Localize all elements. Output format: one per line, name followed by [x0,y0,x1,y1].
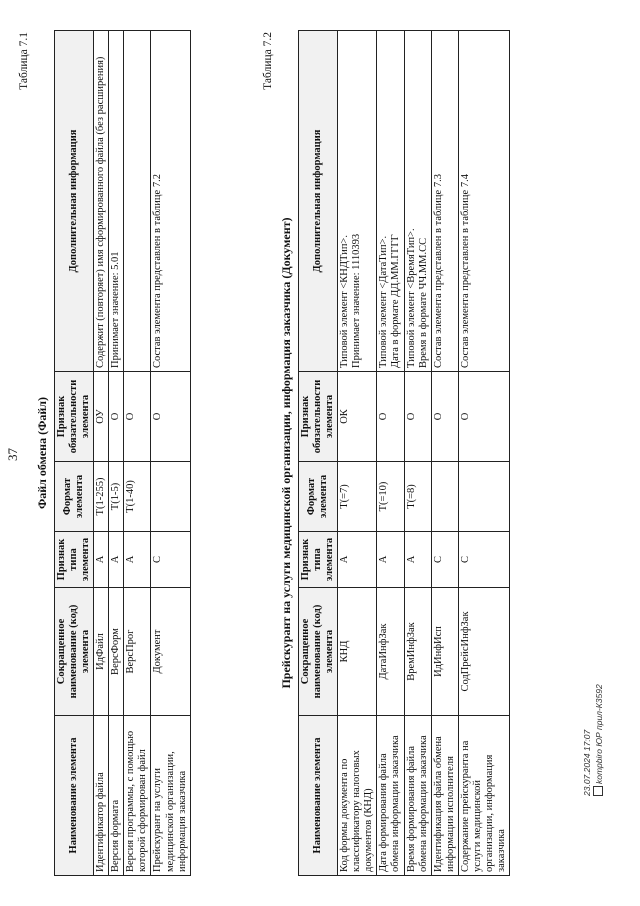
element-required-cell: О [458,372,509,462]
header-cell: Дополнительная информация [299,31,338,372]
element-type-cell: А [377,532,404,588]
table-7-2 [298,30,510,876]
table-label-7-1: Таблица 7.1 [18,32,30,90]
element-type-cell: С [458,532,509,588]
element-required-cell: О [109,372,124,462]
header-cell: Наименование элемента [299,716,338,876]
element-name-cell: Версия программы, с помощью которой сформирован файл [124,716,151,876]
element-name-cell: Прейскурант на услуги медицинской организации, информация заказчика [151,716,190,876]
table-header-row [299,31,338,876]
additional-info-cell [377,31,404,372]
info-line: Принимает значение: 1110393 [351,233,363,368]
element-format-cell [431,462,458,532]
table-header-row [55,31,94,876]
element-type-cell: А [404,532,431,588]
info-line: Время в формате ЧЧ.ММ.СС [417,237,429,368]
info-line: Дата в формате ДД.ММ.ГГГГ [390,234,402,368]
element-code-cell: КНД [338,588,377,716]
element-format-cell: Т(=10) [377,462,404,532]
header-cell: Наименование элемента [55,716,94,876]
table-label-7-2: Таблица 7.2 [262,32,274,90]
table-7-1 [54,30,191,876]
table-title-7-1: Файл обмена (Файл) [35,396,49,510]
header-cell: Признак типа элемента [299,532,338,588]
table-title-7-2: Прейскурант на услуги медицинской организации, информация заказчика (Документ) [279,217,293,689]
table-row [458,31,509,876]
element-format-cell: Т(1-255) [94,462,109,532]
element-code-cell: ДатаИнфЗак [377,588,404,716]
footer-source: kompbiro ЮР прил-К3592 [593,684,604,784]
additional-info-cell [94,31,109,372]
element-name-cell: Код формы документа по классификатору налоговых документов (КНД) [338,716,377,876]
additional-info-cell [109,31,124,372]
element-type-cell: А [124,532,151,588]
info-line: Типовой элемент <ДатаТип>. [378,235,390,368]
element-required-cell: О [377,372,404,462]
element-format-cell: Т(=7) [338,462,377,532]
table-row [151,31,190,876]
table-row [94,31,109,876]
table-row [377,31,404,876]
element-type-cell: А [109,532,124,588]
info-line: Состав элемента представлен в таблице 7.4 [459,174,471,368]
element-required-cell: О [124,372,151,462]
header-cell: Признак типа элемента [55,532,94,588]
document-footer-stamp [582,684,604,796]
element-format-cell: Т(1-40) [124,462,151,532]
element-code-cell: ВерсПрог [124,588,151,716]
element-format-cell [151,462,190,532]
element-required-cell: О [404,372,431,462]
header-cell: Формат элемента [55,462,94,532]
element-type-cell: А [338,532,377,588]
element-name-cell: Содержание прейскуранта на услуги медицинской организации, информация заказчика [458,716,509,876]
document-icon [593,786,603,796]
element-type-cell: С [151,532,190,588]
element-format-cell [458,462,509,532]
table-row [431,31,458,876]
element-required-cell: ОК [338,372,377,462]
header-cell: Дополнительная информация [55,31,94,372]
additional-info-cell [431,31,458,372]
table-row [404,31,431,876]
header-cell: Формат элемента [299,462,338,532]
element-name-cell: Идентификатор файла [94,716,109,876]
table-row [124,31,151,876]
additional-info-cell [338,31,377,372]
element-format-cell: Т(1-5) [109,462,124,532]
element-code-cell: Документ [151,588,190,716]
footer-timestamp: 23.07.2024 17:07 [582,729,592,796]
header-cell: Признак обязательности элемента [55,372,94,462]
header-cell: Сокращенное наименование (код) элемента [299,588,338,716]
table-row [338,31,377,876]
element-type-cell: А [94,532,109,588]
info-line: Состав элемента представлен в таблице 7.2 [152,174,164,368]
element-name-cell: Версия формата [109,716,124,876]
element-name-cell: Идентификация файла обмена информации исполнителя [431,716,458,876]
element-format-cell: Т(=8) [404,462,431,532]
element-code-cell: ВремИнфЗак [404,588,431,716]
element-code-cell: ВерсФорм [109,588,124,716]
header-cell: Признак обязательности элемента [299,372,338,462]
info-line: Типовой элемент <КНДТип>. [339,235,351,368]
element-required-cell: ОУ [94,372,109,462]
header-cell: Сокращенное наименование (код) элемента [55,588,94,716]
element-code-cell: ИдИнфИсп [431,588,458,716]
element-name-cell: Время формирования файла обмена информации заказчика [404,716,431,876]
element-code-cell: ИдФайл [94,588,109,716]
element-required-cell: О [151,372,190,462]
element-required-cell: О [431,372,458,462]
table-row [109,31,124,876]
additional-info-cell [458,31,509,372]
info-line: Состав элемента представлен в таблице 7.3 [432,174,444,368]
element-code-cell: СодПрейсИнфЗак [458,588,509,716]
info-line: Принимает значение: 5.01 [110,251,122,368]
info-line: Содержит (повторяет) имя сформированного файла (без расширения) [95,56,107,368]
additional-info-cell [151,31,190,372]
additional-info-cell [404,31,431,372]
additional-info-cell [124,31,151,372]
page-number: 37 [5,448,20,461]
element-name-cell: Дата формирования файла обмена информации заказчика [377,716,404,876]
element-type-cell: С [431,532,458,588]
info-line: Типовой элемент <ВремяТип>. [405,228,417,368]
